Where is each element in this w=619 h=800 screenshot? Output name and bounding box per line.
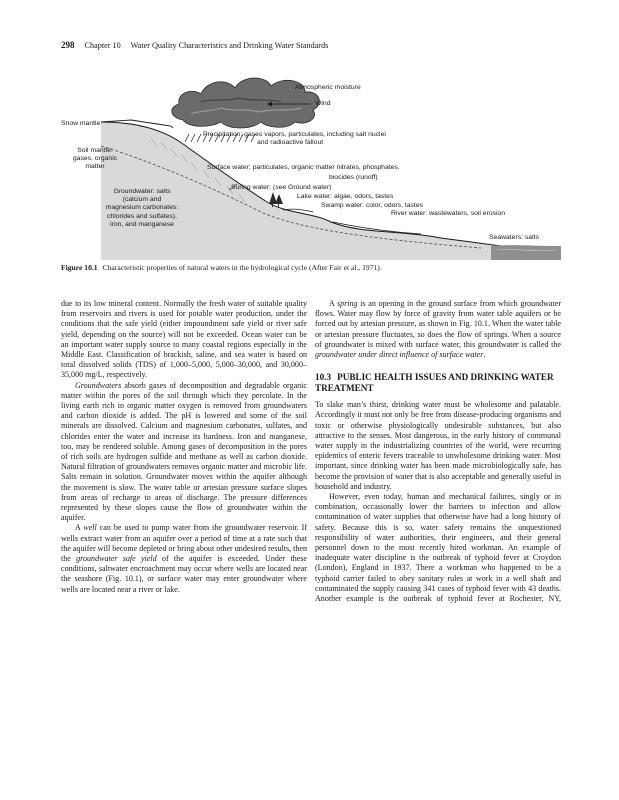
- paragraph: However, even today, human and mechanical failures, singly or in combination, occasionally lower the barriers to infection and allow contamination of water supplies that otherwise have had a long history of safety. Because this is so, water safety remains the unquestioned responsibility of water authorities, their engineers, and their general personnel down to the most recently hired workman. An example of inadequate water discipline is the outbreak of typhoid fever at Croydon (London), England in 1937. There a workman who happened to be a typhoid carrier failed to obey sanitary rules at work in a well shaft and contaminated the supply causing 341 cases of typhoid fever with 43 deaths. Another example is the outbreak of typhoid fever at Rochester, NY,: [315, 492, 561, 604]
- label-groundwater: Groundwater: salts (calcium and magnesium carbonates: chlorides and sulfates), iron, and manganese: [105, 188, 179, 228]
- section-number: 10.3: [315, 372, 332, 383]
- label-wind: Wind: [315, 100, 331, 107]
- label-atmospheric-moisture: Atmospheric moisture: [295, 84, 361, 91]
- label-swamp-water: Swamp water: color, odors, tastes: [321, 202, 423, 209]
- hydrological-cycle-figure: [61, 62, 561, 260]
- figure-caption-text: Characteristic properties of natural waters in the hydrological cycle (After Fair et al., 1971).: [102, 263, 382, 272]
- figure-caption: [61, 263, 561, 272]
- paragraph: To slake man’s thirst, drinking water must be wholesome and palatable. Accordingly it must not only be free from disease-producing organisms and toxic or otherwise physiologically undesirable substances, but also attractive to the senses. Most dangerous, in the early history of communal water supply in the industrializing countries of the world, were recurring epidemics of enteric fevers traceable to unwholesome drinking water. Most important, since drinking water has been made microbiologically safe, has become the provision of water that is also acceptable and generally useful in household and industry.: [315, 400, 561, 491]
- paragraph: A spring is an opening in the ground surface from which groundwater flows. Water may flow by force of gravity from water table aquifers or be forced out by artesian pressure, as shown in Fig. 10.1. When the water table or artesian pressure fluctuates, so does the flow of springs. When a source of groundwater is mixed with surface water, this groundwater is called the groundwater under direct influence of surface water.: [315, 299, 561, 360]
- section-heading: [315, 372, 561, 394]
- label-river-water: River water: wastewaters, soil erosion: [391, 210, 506, 217]
- figure-number: Figure 10.1: [61, 263, 98, 272]
- label-surface-water-1: Surface water; particulates, organic matter nitrates, phosphates,: [207, 164, 400, 171]
- label-soil-mantle: Soil mantle: gases, organic matter: [72, 147, 118, 171]
- label-spring-water: Suring water; (see Ground water): [231, 184, 332, 191]
- page-number: 298: [61, 40, 75, 50]
- paragraph: due to its low mineral content. Normally the fresh water of suitable quality from reservoirs and rivers is used for potable water production, under the conditions that the safe yield (either impoundment safe yield or river safe yield, depending on the source) will not be exceeded. Ocean water can be an important water supply source to many coastal regions especially in the Middle East. Classification of brackish, saline, and sea water is based on total dissolved solids (TDS) of 1,000–5,000, 5,000–30,000, and 30,000–35,000 mg/L, respectively.: [61, 299, 307, 380]
- label-snow-mantle: Snow mantle: [61, 120, 101, 127]
- paragraph: Groundwaters absorb gases of decomposition and degradable organic matter within the pores of the soil through which they percolate. In the living earth rich in organic matter oxygen is removed from groundwaters and carbon dioxide is added. The pH is lowered and some of the soil minerals are dissolved. Calcium and magnesium carbonates, sulfates, and chlorides enter the water and increase its hardness. Iron and manganese, too, may be rendered soluble. Among gases of decomposition in the pores of rich soils are hydrogen sulfide and methane as well as carbon dioxide. Natural filtration of groundwaters removes organic matter and microbic life. Salts remain in solution. Groundwater moves within the aquifer although the movement is slow. The water table or artesian pressure surface slopes from areas of recharge to areas of discharge. The pressure differences represented by these slopes cause the flow of groundwater within the aquifer.: [61, 380, 307, 523]
- label-seawaters: Seawaters: salts: [489, 234, 539, 241]
- section-title: PUBLIC HEALTH ISSUES AND DRINKING WATER TREATMENT: [315, 372, 554, 394]
- chapter-label: Chapter 10: [84, 41, 121, 50]
- label-surface-water-2: biocides (runoff): [329, 174, 378, 181]
- chapter-title: Water Quality Characteristics and Drinking Water Standards: [130, 41, 329, 50]
- paragraph: A well can be used to pump water from the groundwater reservoir. If wells extract water from an aquifer over a period of time at a rate such that the aquifer will become depleted or bring about other undesired results, then the groundwater safe yield of the aquifer is exceeded. Under these conditions, saltwater encroachment may occur where wells are located near the seashore (Fig. 10.1), or surface water may enter groundwater where wells are located near a river or lake.: [61, 523, 307, 594]
- label-precipitation-2: and radioactive fallout: [257, 139, 324, 146]
- right-column: [315, 299, 561, 604]
- left-column: [61, 299, 307, 595]
- sea-area: [491, 245, 561, 260]
- page-header: [61, 40, 561, 50]
- label-lake-water: Lake water: algae, odors, tastes: [297, 193, 394, 200]
- label-precipitation-1: Precipitation: gases vapors, particulates, including salt nuclei: [203, 131, 386, 138]
